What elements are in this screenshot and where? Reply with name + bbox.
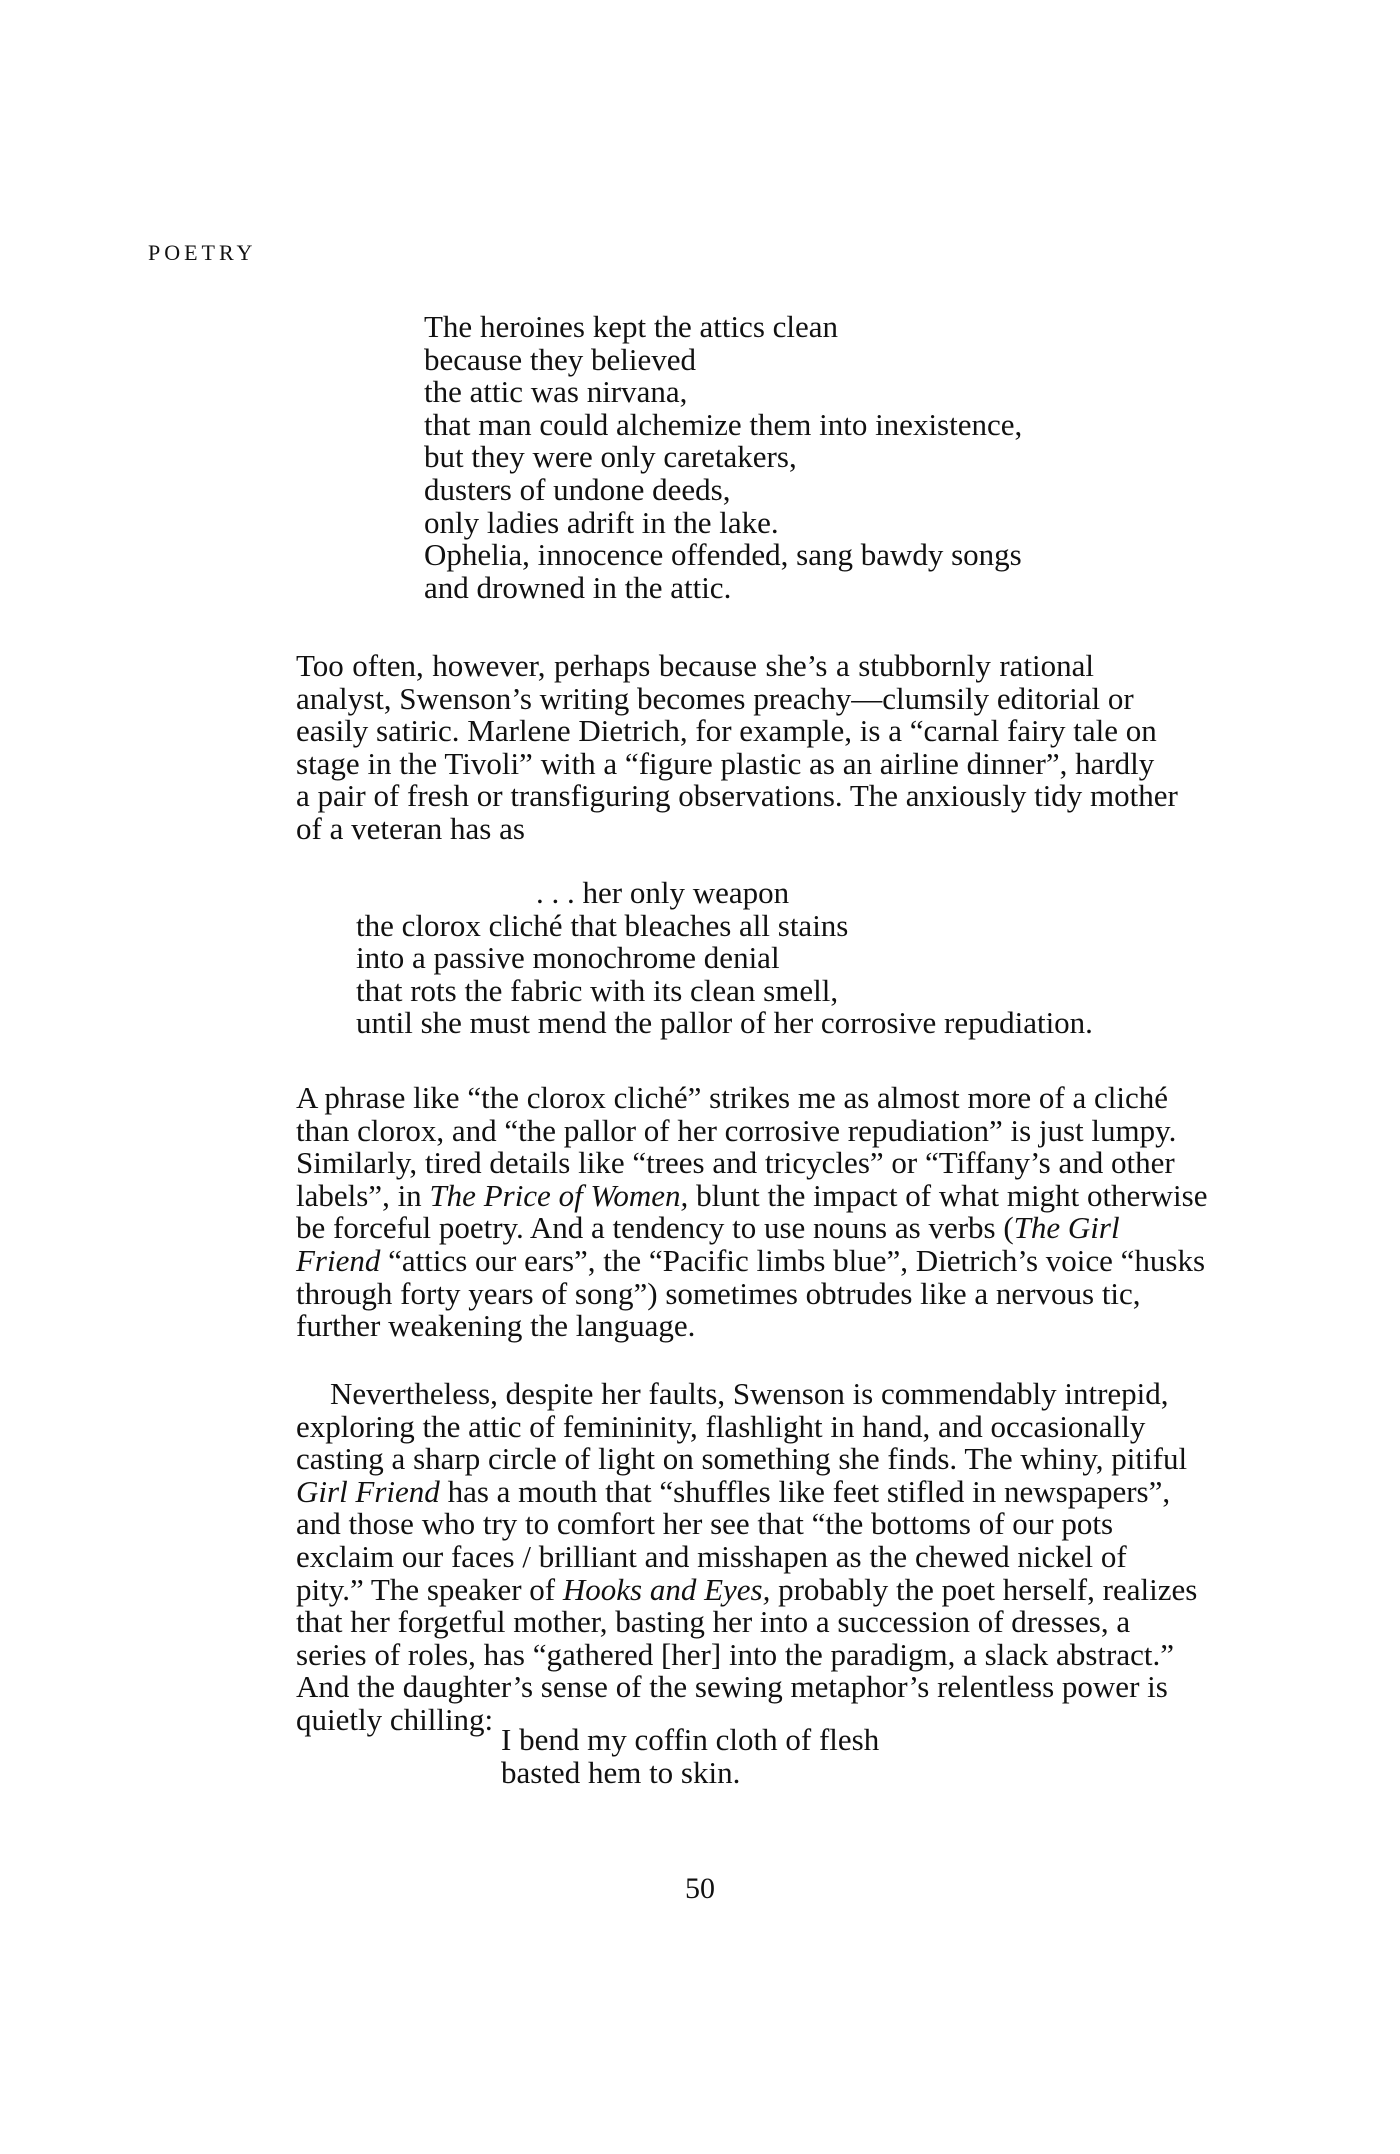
paragraph-2: [296, 1080, 1208, 1344]
paragraph-3: [296, 1376, 1198, 1737]
verse-line: . . . her only weapon: [536, 875, 790, 910]
prose-line: And the daughter’s sense of the sewing metaphor’s relentless power is: [296, 1669, 1168, 1705]
prose-line: A phrase like “the clorox cliché” strikes me as almost more of a cliché: [296, 1080, 1168, 1115]
prose-line: further weakening the language.: [296, 1308, 696, 1344]
paragraph-1: [296, 648, 1178, 846]
verse-line: The heroines kept the attics clean: [424, 309, 839, 344]
prose-line: easily satiric. Marlene Dietrich, for example, is a “carnal fairy tale on: [296, 713, 1157, 749]
text-run: has a mouth that “shuffles like feet stifled in newspapers”,: [447, 1473, 1171, 1509]
verse-line: because they believed: [424, 341, 696, 377]
prose-line: Too often, however, perhaps because she’s a stubbornly rational: [296, 648, 1094, 683]
verse-line: the attic was nirvana,: [424, 374, 688, 410]
prose-line: and those who try to comfort her see that “the bottoms of our pots: [296, 1506, 1114, 1542]
poem-title: Girl Friend: [296, 1473, 440, 1509]
verse-line: dusters of undone deeds,: [424, 471, 731, 507]
verse-line: Ophelia, innocence offended, sang bawdy songs: [424, 537, 1022, 573]
poem-title: Friend: [296, 1242, 381, 1278]
poem-excerpt-3: [501, 1724, 879, 1789]
prose-line: than clorox, and “the pallor of her corrosive repudiation” is just lumpy.: [296, 1112, 1177, 1148]
text-run: “attics our ears”, the “Pacific limbs blue”, Dietrich’s voice “husks: [388, 1242, 1206, 1278]
verse-line: basted hem to skin.: [501, 1754, 741, 1790]
prose-line: that her forgetful mother, basting her into a succession of dresses, a: [296, 1604, 1131, 1640]
text-run: labels”, in: [296, 1177, 422, 1213]
verse-line: but they were only caretakers,: [424, 439, 797, 475]
verse-line: I bend my coffin cloth of flesh: [501, 1722, 880, 1757]
prose-line: analyst, Swenson’s writing becomes preachy—clumsily editorial or: [296, 680, 1134, 716]
poem-title: Hooks and Eyes,: [562, 1571, 771, 1607]
prose-line: exclaim our faces / brilliant and misshapen as the chewed nickel of: [296, 1538, 1127, 1574]
prose-line: [296, 1473, 1171, 1509]
book-title: The Price of Women,: [429, 1177, 689, 1213]
text-run: blunt the impact of what might otherwise: [696, 1177, 1208, 1213]
verse-line: that man could alchemize them into inexistence,: [424, 406, 1023, 442]
poem-excerpt-1: [424, 311, 1022, 604]
prose-line: [296, 1210, 1120, 1246]
verse-line: until she must mend the pallor of her corrosive repudiation.: [356, 1005, 1093, 1041]
prose-line: casting a sharp circle of light on something she finds. The whiny, pitiful: [296, 1441, 1188, 1477]
prose-line: of a veteran has as: [296, 810, 525, 846]
verse-line: that rots the fabric with its clean smell,: [356, 972, 839, 1008]
verse-line: and drowned in the attic.: [424, 569, 732, 605]
poem-excerpt-2: [356, 877, 1093, 1040]
text-run: be forceful poetry. And a tendency to use nouns as verbs (: [296, 1210, 1014, 1246]
running-head: POETRY: [148, 240, 257, 265]
prose-line: a pair of fresh or transfiguring observations. The anxiously tidy mother: [296, 778, 1178, 814]
text-run: pity.” The speaker of: [296, 1571, 556, 1607]
prose-line: series of roles, has “gathered [her] into the paradigm, a slack abstract.”: [296, 1636, 1174, 1672]
poem-title: The Girl: [1013, 1210, 1120, 1246]
prose-line: [296, 1177, 1208, 1213]
verse-line: into a passive monochrome denial: [356, 940, 780, 976]
text-run: probably the poet herself, realizes: [778, 1571, 1198, 1607]
verse-line: only ladies adrift in the lake.: [424, 504, 779, 540]
prose-line: quietly chilling:: [296, 1701, 494, 1737]
prose-line: exploring the attic of femininity, flashlight in hand, and occasionally: [296, 1408, 1146, 1444]
prose-line: through forty years of song”) sometimes obtrudes like a nervous tic,: [296, 1275, 1141, 1311]
page-number: 50: [685, 1872, 715, 1905]
prose-line: stage in the Tivoli” with a “figure plastic as an airline dinner”, hardly: [296, 745, 1155, 781]
verse-line: the clorox cliché that bleaches all stains: [356, 907, 849, 943]
prose-line: [296, 1242, 1206, 1278]
prose-line: Nevertheless, despite her faults, Swenson is commendably intrepid,: [330, 1376, 1169, 1411]
prose-line: Similarly, tired details like “trees and tricycles” or “Tiffany’s and other: [296, 1145, 1175, 1181]
prose-line: [296, 1571, 1198, 1607]
